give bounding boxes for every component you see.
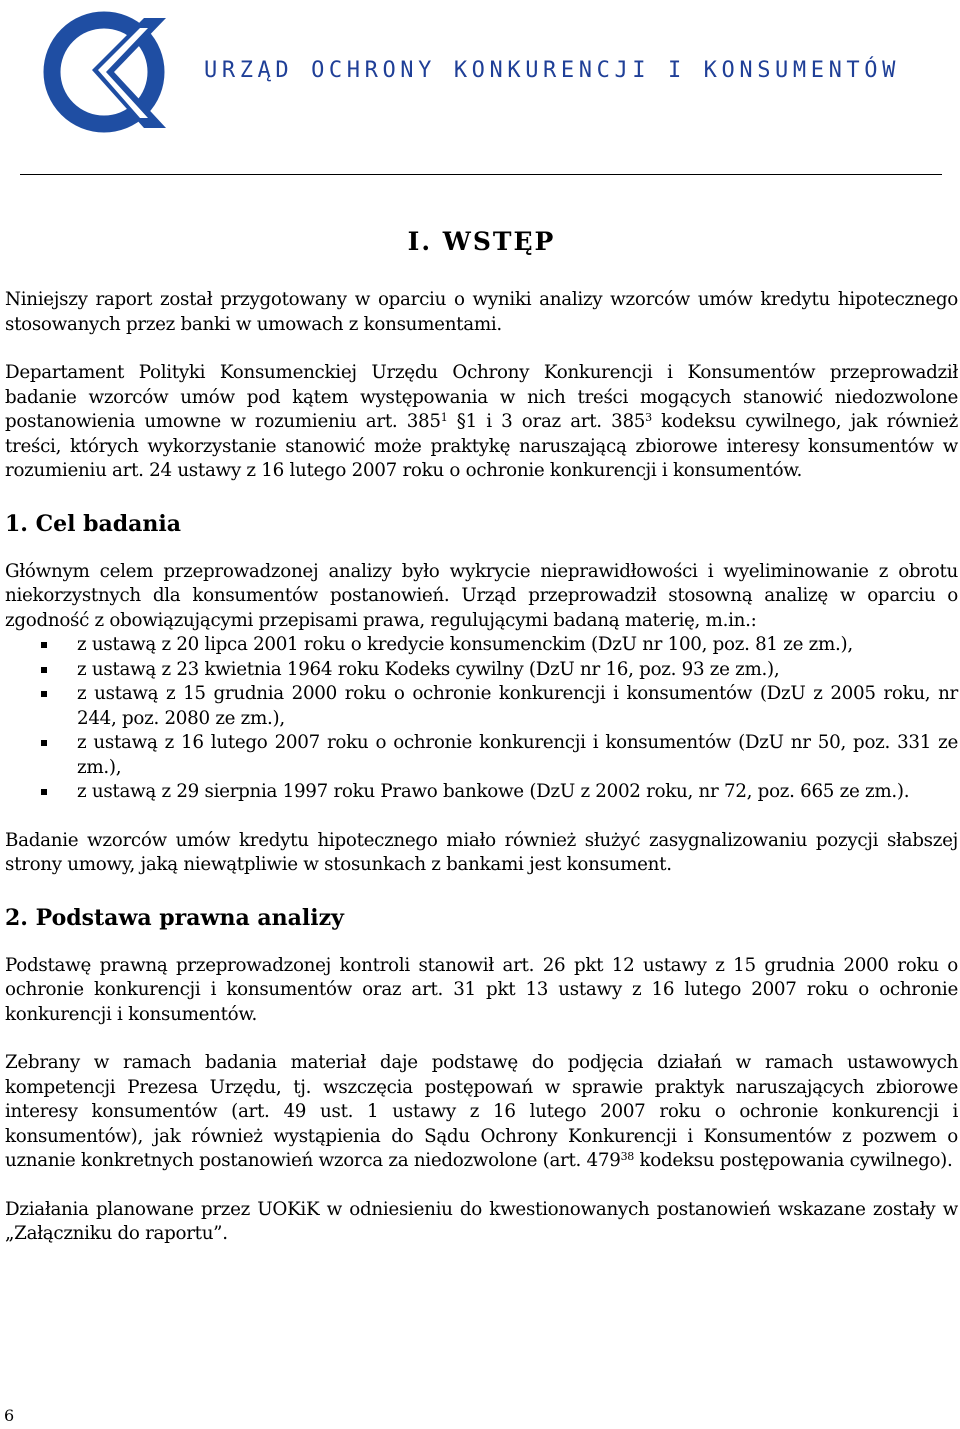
header-divider bbox=[20, 174, 942, 175]
document-body bbox=[5, 222, 958, 1271]
superscript-3: 3 bbox=[645, 411, 652, 424]
uokik-logo-icon bbox=[40, 8, 172, 138]
square-bullet-icon bbox=[41, 691, 47, 697]
superscript-38: 38 bbox=[620, 1150, 634, 1163]
square-bullet-icon bbox=[41, 667, 47, 673]
intro-text-c: kodeksu cywilnego, jak również treści, których wykorzystanie stanowić może praktykę naruszającą zbiorowe interesy konsumentów w rozumieniu art. 24 ustawy z 16 lutego 2007 roku o ochronie konkurencji i konsumentów. bbox=[5, 411, 959, 481]
organization-name: URZĄD OCHRONY KONKURENCJI I KONSUMENTÓW bbox=[204, 58, 900, 83]
section-2-heading: 2. Podstawa prawna analizy bbox=[5, 904, 344, 931]
section-1-paragraph-1: Głównym celem przeprowadzonej analizy było wykrycie nieprawidłowości i wyeliminowanie z obrotu niekorzystnych dla konsumentów postanowień. Urząd przeprowadził stosowną analizę w oparciu o zgodność z obowiązującymi przepisami prawa, regulującymi badaną materię, m.in.: bbox=[5, 560, 958, 631]
section-1-paragraph-2: Badanie wzorców umów kredytu hipotecznego miało również służyć zasygnalizowaniu pozycji słabszej strony umowy, jaką niewątpliwie w stosunkach z bankami jest konsument. bbox=[5, 829, 958, 875]
square-bullet-icon bbox=[41, 789, 47, 795]
intro-paragraph-1: Niniejszy raport został przygotowany w oparciu o wyniki analizy wzorców umów kredytu hipotecznego stosowanych przez banki w umowach z konsumentami. bbox=[5, 289, 958, 335]
list-item: z ustawą z 23 kwietnia 1964 roku Kodeks cywilny (DzU nr 16, poz. 93 ze zm.), bbox=[5, 658, 958, 683]
superscript-1: 1 bbox=[440, 411, 448, 424]
list-item: z ustawą z 15 grudnia 2000 roku o ochronie konkurencji i konsumentów (DzU z 2005 roku, nr 244, poz. 2080 ze zm.), bbox=[5, 682, 958, 731]
page-number: 6 bbox=[4, 1406, 15, 1425]
list-item: z ustawą z 20 lipca 2001 roku o kredycie konsumenckim (DzU nr 100, poz. 81 ze zm.), bbox=[5, 633, 958, 658]
section-1-heading: 1. Cel badania bbox=[5, 510, 182, 537]
intro-paragraph-2 bbox=[5, 361, 958, 484]
intro-text-a: Departament Polityki Konsumenckiej Urzędu Ochrony Konkurencji i Konsumentów przeprowadził badanie wzorców umów pod kątem występowania w nich treści mogących stanowić niedozwolone postanowienia umowne w rozumieniu art. 385 bbox=[5, 362, 958, 432]
legal-acts-list bbox=[5, 633, 958, 805]
list-item: z ustawą z 16 lutego 2007 roku o ochronie konkurencji i konsumentów (DzU nr 50, poz. 331 ze zm.), bbox=[5, 731, 958, 780]
list-item: z ustawą z 29 sierpnia 1997 roku Prawo bankowe (DzU z 2002 roku, nr 72, poz. 665 ze zm.). bbox=[5, 780, 958, 805]
square-bullet-icon bbox=[41, 740, 47, 746]
square-bullet-icon bbox=[41, 642, 47, 648]
page-header bbox=[0, 0, 960, 180]
section-2-paragraph-3: Działania planowane przez UOKiK w odniesieniu do kwestionowanych postanowień wskazane zostały w „Załączniku do raportu”. bbox=[5, 1198, 958, 1244]
page-title: I. WSTĘP bbox=[407, 227, 556, 256]
intro-text-b: §1 i 3 oraz art. 385 bbox=[447, 411, 646, 432]
section-2-paragraph-1: Podstawę prawną przeprowadzonej kontroli stanowił art. 26 pkt 12 ustawy z 15 grudnia 2000 roku o ochronie konkurencji i konsumentów oraz art. 31 pkt 13 ustawy z 16 lutego 2007 roku o ochronie konkurencji i konsumentów. bbox=[5, 954, 958, 1025]
section-2-paragraph-2: Zebrany w ramach badania materiał daje podstawę do podjęcia działań w ramach ustawowych kompetencji Prezesa Urzędu, tj. wszczęcia postępowań w sprawie praktyk naruszających zbiorowe interesy konsumentów (art. 49 ust. 1 ustawy z 16 lutego 2007 roku o ochronie konkurencji i konsumentów), jak również wystąpienia do Sądu Ochrony Konkurencji i Konsumentów z pozwem o uznanie konkretnych postanowień wzorca za niedozwolone (art. $479^{38}$ kodeksu postępowania cywilnego). bbox=[5, 1052, 958, 1171]
